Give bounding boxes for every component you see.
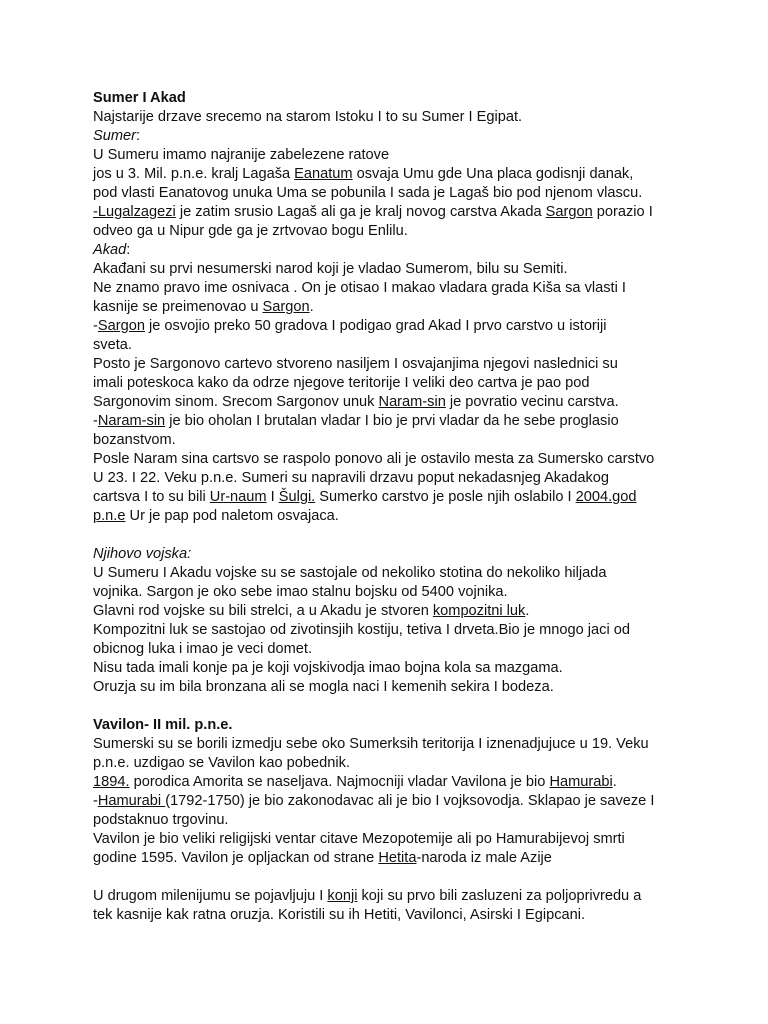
heading-text: Vavilon- II mil. p.n.e. [93,717,233,733]
text-run: Glavni rod vojske su bili strelci, a u Akadu je stvoren [93,603,433,619]
text-line [93,659,683,678]
text-run: Sargonovim sinom. Srecom Sargonov unuk [93,394,379,410]
text-run: U Sumeru I Akadu vojske su se sastojale od nekoliko stotina do nekoliko hiljada [93,565,607,581]
text-line [93,450,683,469]
underlined-term: Naram-sin [378,394,446,410]
underlined-term: Šulgi. [278,489,316,505]
text-run: Ne znamo pravo ime osnivaca . On je otisao I makao vladara grada Kiša sa vlasti I [93,280,626,296]
text-line [93,678,683,697]
text-line [93,374,683,393]
text-run: Sumerko carstvo je posle njih oslabilo I [315,489,576,505]
text-run: U drugom milenijumu se pojavljuju I [93,888,328,904]
text-run: pod vlasti Eanatovog unuka Uma se pobunila I sada je Lagaš bio pod njenom vlascu. [93,185,643,201]
text-line [93,640,683,659]
text-line [93,773,683,792]
underlined-term: -Lugalzagezi [93,204,176,220]
text-line [93,431,683,450]
heading-text: Sumer I Akad [93,90,186,106]
text-line [93,716,683,735]
text-line [93,564,683,583]
blank-line [93,526,683,545]
text-line [93,906,683,925]
underlined-term: Ur-naum [209,489,267,505]
text-run: : [135,128,141,144]
text-line [93,336,683,355]
text-line [93,412,683,431]
text-run: Najstarije drzave srecemo na starom Istoku I to su Sumer I Egipat. [93,109,523,125]
text-line [93,849,683,868]
text-run: porazio I [592,204,653,220]
text-run: je osvojio preko 50 gradova I podigao grad Akad I prvo carstvo u istoriji [144,318,607,334]
text-line [93,488,683,507]
text-line [93,811,683,830]
text-line [93,469,683,488]
text-line [93,203,683,222]
text-line [93,279,683,298]
text-run: cartsva I to su bili [93,489,210,505]
text-line [93,298,683,317]
text-line [93,317,683,336]
text-run: je zatim srusio Lagaš ali ga je kralj novog carstva Akada [175,204,546,220]
text-run: . [612,774,617,790]
text-run: U 23. I 22. Veku p.n.e. Sumeri su napravili drzavu poput nekadasnjeg Akadakog [93,470,609,486]
text-run: . [309,299,314,315]
section-label: Njihovo vojska: [93,546,192,562]
text-run: Sumerski su se borili izmedju sebe oko Sumerksih teritorija I iznenadjujuce u 19. Veku [93,736,649,752]
text-run: -naroda iz male Azije [416,850,552,866]
underlined-term: 2004.god [575,489,637,505]
text-run: Posto je Sargonovo cartevo stvoreno nasiljem I osvajanjima njegovi naslednici su [93,356,618,372]
underlined-term: kompozitni luk [432,603,526,619]
text-line [93,127,683,146]
text-line [93,165,683,184]
text-run: - [93,793,98,809]
underlined-term: Sargon [545,204,593,220]
text-run: osvaja Umu gde Una placa godisnji danak, [352,166,634,182]
text-run: Oruzja su im bila bronzana ali se mogla naci I kemenih sekira I bodeza. [93,679,554,695]
text-line [93,830,683,849]
text-line [93,792,683,811]
underlined-term: konji [327,888,358,904]
text-line [93,393,683,412]
text-line [93,545,683,564]
text-line [93,89,683,108]
text-run: je povratio vecinu carstva. [445,394,619,410]
text-line [93,735,683,754]
blank-line [93,868,683,887]
text-line [93,146,683,165]
text-line [93,355,683,374]
underlined-term: Sargon [262,299,310,315]
text-run: . [525,603,530,619]
text-line [93,583,683,602]
text-run: (1792-1750) je bio zakonodavac ali je bio I vojksovodja. Sklapao je saveze I [165,793,655,809]
text-line [93,184,683,203]
text-run: imali poteskoca kako da odrze njegove teritorije I veliki deo cartva je pao pod [93,375,590,391]
text-run: U Sumeru imamo najranije zabelezene ratove [93,147,390,163]
text-run: obicnog luka i imao je veci domet. [93,641,313,657]
text-line [93,602,683,621]
text-line [93,260,683,279]
underlined-term: Sargon [97,318,145,334]
text-line [93,507,683,526]
underlined-term: 1894. [93,774,130,790]
text-run: koji su prvo bili zasluzeni za poljoprivredu a [357,888,642,904]
text-run: - [93,413,98,429]
text-run: bozanstvom. [93,432,176,448]
text-run: Ur je pap pod naletom osvajaca. [125,508,339,524]
text-run: Vavilon je bio veliki religijski ventar citave Mezopotemije ali po Hamurabijevoj smrti [93,831,625,847]
text-line [93,108,683,127]
text-line [93,621,683,640]
text-run: Posle Naram sina cartsvo se raspolo ponovo ali je ostavilo mesta za Sumersko carstvo [93,451,655,467]
text-run: odveo ga u Nipur gde ga je zrtvovao bogu Enlilu. [93,223,408,239]
section-label: Akad [93,242,127,258]
text-run: p.n.e. uzdigao se Vavilon kao pobednik. [93,755,350,771]
underlined-term: Hamurabi [549,774,613,790]
text-run: sveta. [93,337,132,353]
text-run: je bio oholan I brutalan vladar I bio je prvi vladar da he sebe proglasio [165,413,619,429]
text-run: kasnije se preimenovao u [93,299,263,315]
underlined-term: Hetita [378,850,417,866]
text-run: - [93,318,98,334]
text-run: porodica Amorita se naseljava. Najmocniji vladar Vavilona je bio [129,774,550,790]
text-line [93,241,683,260]
underlined-term: Naram-sin [97,413,166,429]
underlined-term: p.n.e [93,508,126,524]
text-run: jos u 3. Mil. p.n.e. kralj Lagaša [93,166,295,182]
underlined-term: Hamurabi [97,793,166,809]
text-run: I [266,489,279,505]
text-run: Nisu tada imali konje pa je koji vojskivodja imao bojna kola sa mazgama. [93,660,563,676]
underlined-term: Eanatum [294,166,353,182]
text-run: tek kasnije kak ratna oruzja. Koristili su ih Hetiti, Vavilonci, Asirski I Egipcani. [93,907,586,923]
text-run: Kompozitni luk se sastojao od zivotinsjih kostiju, tetiva I drveta.Bio je mnogo jaci od [93,622,630,638]
text-line [93,754,683,773]
text-run: : [126,242,131,258]
document-page [93,89,683,925]
text-run: podstaknuo trgovinu. [93,812,229,828]
text-line [93,222,683,241]
text-line [93,887,683,906]
text-run: godine 1595. Vavilon je opljackan od strane [93,850,379,866]
text-run: Akađani su prvi nesumerski narod koji je vladao Sumerom, bilu su Semiti. [93,261,568,277]
section-label: Sumer [93,128,136,144]
text-run: vojnika. Sargon je oko sebe imao stalnu bojsku od 5400 vojnika. [93,584,508,600]
blank-line [93,697,683,716]
